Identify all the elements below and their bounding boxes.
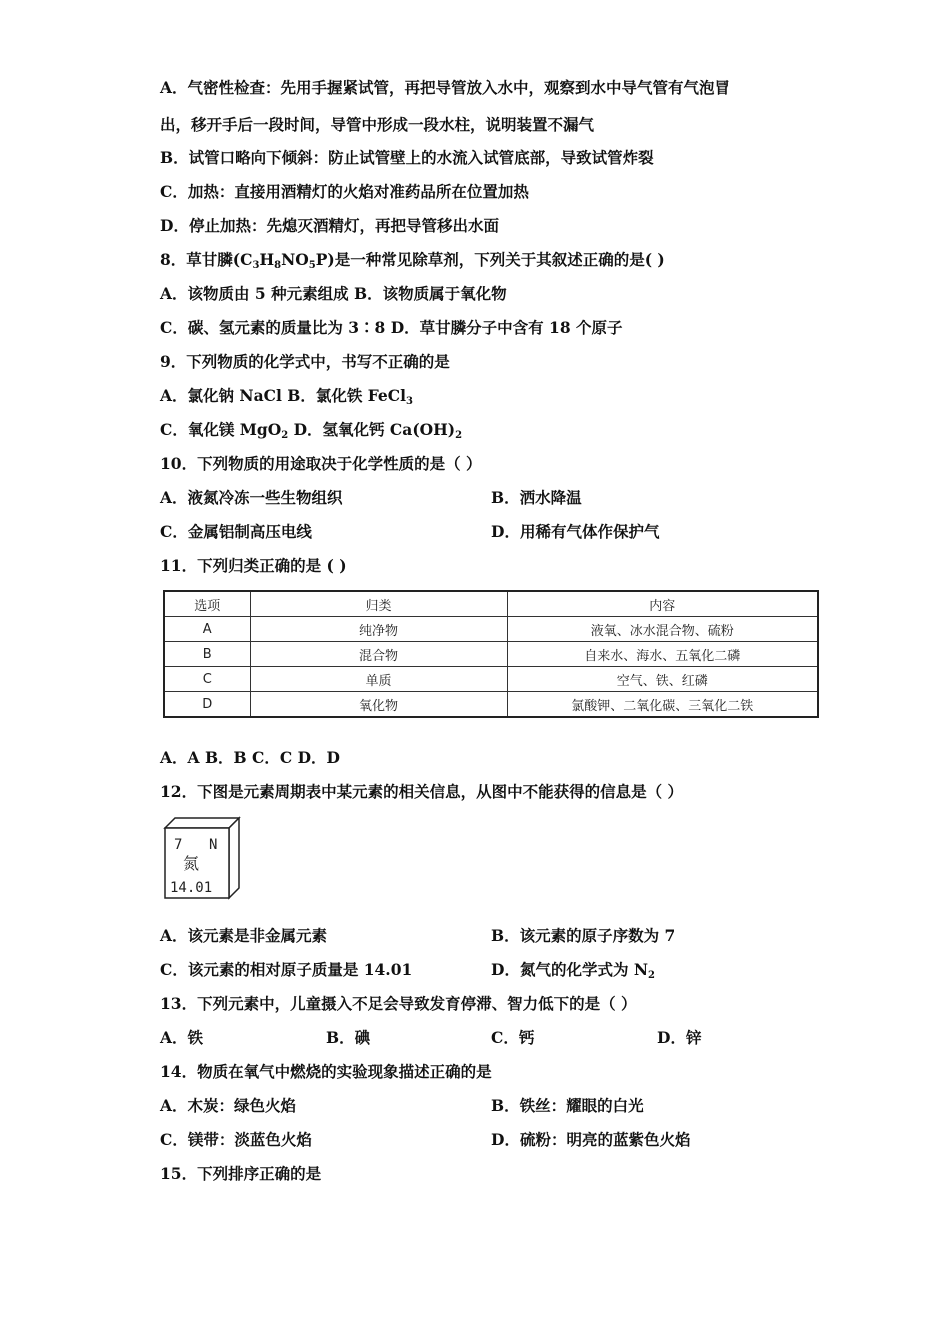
table-cell: 液氧、冰水混合物、硫粉: [507, 617, 818, 642]
element-atomic-mass: 14.01: [170, 880, 213, 896]
q8-stem: 8．草甘膦$(C_3H_8NO_5P)$是一种常见除草剂，下列关于其叙述正确的是( ): [160, 250, 665, 271]
element-atomic-number: 7: [174, 837, 183, 853]
element-name: 氮: [183, 854, 200, 873]
q13-option-a: A．铁: [160, 1028, 204, 1047]
q11-answer-options: A．A B．B C．C D．D: [160, 748, 340, 767]
q7-option-c: C．加热：直接用酒精灯的火焰对准药品所在位置加热: [160, 182, 529, 201]
q15-stem: 15．下列排序正确的是: [160, 1164, 322, 1183]
table-cell: 自来水、海水、五氧化二磷: [507, 642, 818, 667]
table-header-cell: 归类: [250, 591, 507, 617]
q14-option-b: B．铁丝：耀眼的白光: [491, 1096, 644, 1115]
q14-option-d: D．硫粉：明亮的蓝紫色火焰: [491, 1130, 691, 1149]
q12-option-c: C．该元素的相对原子质量是 14.01: [160, 960, 413, 979]
table-cell: 空气、铁、红磷: [507, 667, 818, 692]
table-header-cell: 内容: [507, 591, 818, 617]
table-row: [164, 617, 818, 642]
table-row: [164, 642, 818, 667]
q14-option-c: C．镁带：淡蓝色火焰: [160, 1130, 312, 1149]
element-symbol: N: [209, 837, 218, 853]
table-cell: A: [164, 617, 250, 642]
table-cell: 混合物: [250, 642, 507, 667]
q13-option-d: D．锌: [657, 1028, 702, 1047]
table-cell: 氧化物: [250, 692, 507, 718]
q8-options-row2: C．碳、氢元素的质量比为 3∶8 D．草甘膦分子中含有 18 个原子: [160, 318, 623, 337]
q12-option-a: A．该元素是非金属元素: [160, 926, 328, 945]
table-cell: 单质: [250, 667, 507, 692]
q13-stem: 13．下列元素中，儿童摄入不足会导致发育停滞、智力低下的是（ ）: [160, 994, 637, 1013]
table-cell: 纯净物: [250, 617, 507, 642]
table-cell: B: [164, 642, 250, 667]
table-cell: D: [164, 692, 250, 718]
q13-option-c: C．钙: [491, 1028, 535, 1047]
q14-option-a: A．木炭：绿色火焰: [160, 1096, 297, 1115]
q8-options-row1: A．该物质由 5 种元素组成 B．该物质属于氧化物: [160, 284, 507, 303]
element-cell-figure: [163, 816, 243, 900]
q11-classification-table: [163, 590, 819, 718]
q12-option-b: B．该元素的原子序数为 7: [491, 926, 676, 945]
table-row: [164, 667, 818, 692]
q10-option-d: D．用稀有气体作保护气: [491, 522, 660, 541]
q10-option-a: A．液氮冷冻一些生物组织: [160, 488, 343, 507]
q7-option-a-line2: 出，移开手后一段时间，导管中形成一段水柱，说明装置不漏气: [160, 115, 595, 134]
q7-option-b: B．试管口略向下倾斜：防止试管壁上的水流入试管底部，导致试管炸裂: [160, 148, 654, 167]
q14-stem: 14．物质在氧气中燃烧的实验现象描述正确的是: [160, 1062, 492, 1081]
table-header-cell: 选项: [164, 591, 250, 617]
q12-stem: 12．下图是元素周期表中某元素的相关信息，从图中不能获得的信息是（ ）: [160, 782, 683, 801]
q13-option-b: B．碘: [326, 1028, 371, 1047]
q11-stem: 11．下列归类正确的是 ( ): [160, 556, 347, 575]
q10-option-b: B．洒水降温: [491, 488, 582, 507]
q9-stem: 9．下列物质的化学式中，书写不正确的是: [160, 352, 450, 371]
q9-options-row2: C．氧化镁 MgO$_2$ D．氢氧化钙 $Ca(OH)_2$: [160, 420, 463, 441]
table-cell: C: [164, 667, 250, 692]
q9-options-row1: A．氯化钠 NaCl B．氯化铁 FeCl$_3$: [160, 386, 413, 407]
table-header-row: [164, 591, 818, 617]
q12-option-d: D．氮气的化学式为 $N_2$: [491, 960, 655, 981]
q7-option-a-line1: A．气密性检查：先用手握紧试管，再把导管放入水中，观察到水中导气管有气泡冒: [160, 78, 731, 97]
table-cell: 氯酸钾、二氧化碳、三氧化二铁: [507, 692, 818, 718]
table-row: [164, 692, 818, 718]
q10-option-c: C．金属铝制高压电线: [160, 522, 312, 541]
q10-stem: 10．下列物质的用途取决于化学性质的是（ ）: [160, 454, 482, 473]
q7-option-d: D．停止加热：先熄灭酒精灯，再把导管移出水面: [160, 216, 499, 235]
